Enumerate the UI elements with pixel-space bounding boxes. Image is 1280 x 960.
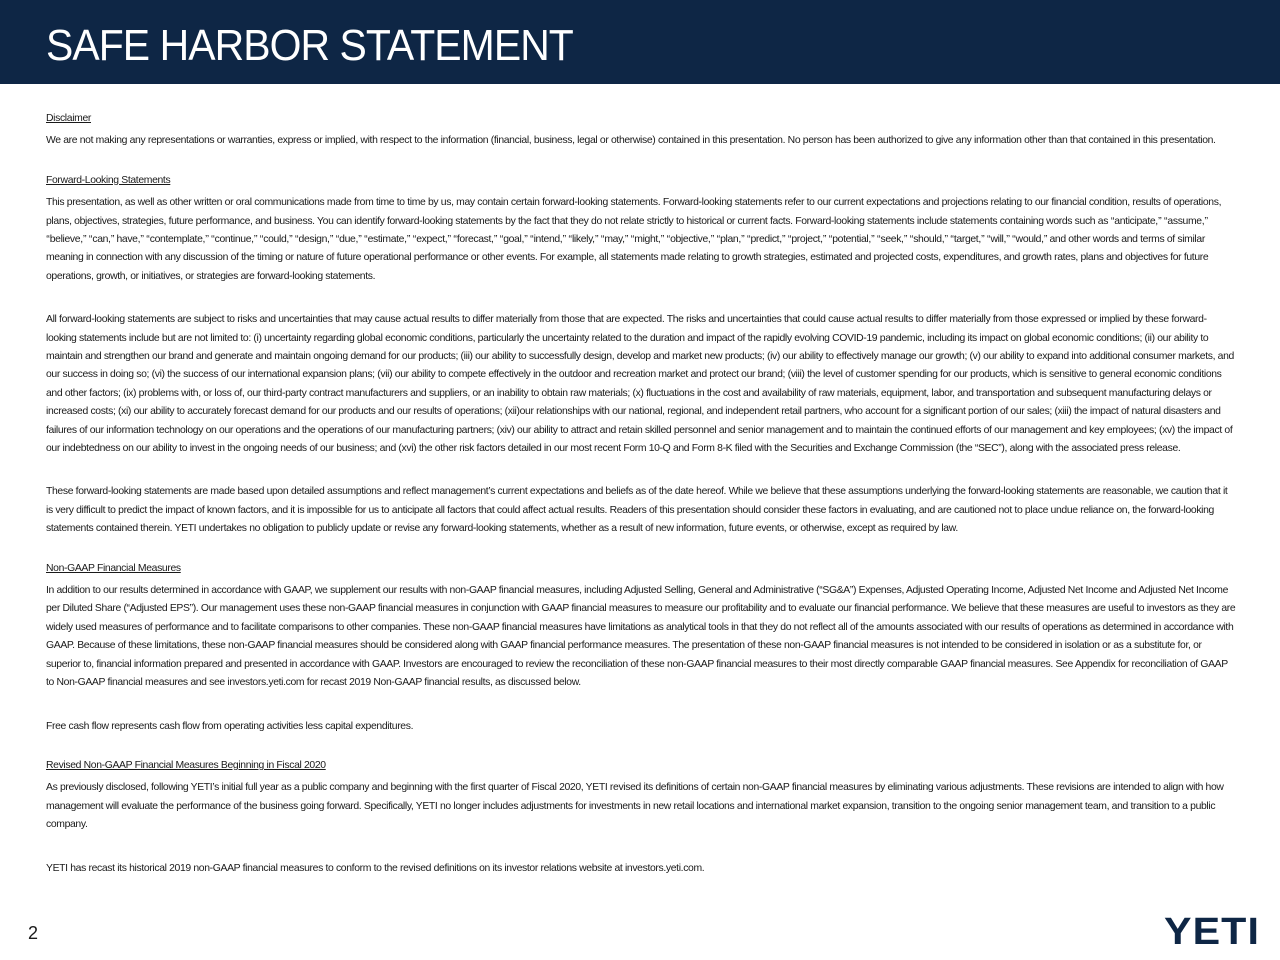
section-heading: Disclaimer — [46, 113, 91, 124]
spacer — [46, 539, 1236, 560]
page-title: SAFE HARBOR STATEMENT — [46, 21, 573, 70]
paragraph: YETI has recast its historical 2019 non-GAAP financial measures to conform to the revised definitions on its investor relations website at investors.yeti.com. — [46, 862, 705, 874]
section-heading: Revised Non-GAAP Financial Measures Beginning in Fiscal 2020 — [46, 759, 326, 771]
spacer — [46, 286, 1236, 307]
paragraph: All forward-looking statements are subject to risks and uncertainties that may cause actual results to differ materially from those that are expected. The risks and uncertainties that could cause actual results to differ materially from those expressed or implied by these forward-looking statements include but are not limited to: (i) uncertainty regarding global economic conditions, particularly the uncertainty related to the duration and impact of the rapidly evolving COVID-19 pandemic, including its impact on global economic conditions; (ii) our ability to maintain and strengthen our brand and generate and maintain ongoing demand for our products; (iii) our ability to successfully design, develop and market new products; (iv) our ability to effectively manage our growth; (v) our ability to expand into additional consumer markets, and our success in doing so; (vi) the success of our international expansion plans; (vii) our ability to compete effectively in the outdoor and recreation market and protect our brand; (viii) the level of customer spending for our products, which is sensitive to general economic conditions and other factors; (ix) problems with, or loss of, our third-party contract manufacturers and suppliers, or an inability to obtain raw materials; (x) fluctuations in the cost and availability of raw materials, equipment, labor, and transportation and subsequent manufacturing delays or increased costs; (xi) our ability to accurately forecast demand for our products and our results of operations; (xii)our relationships with our national, regional, and independent retail partners, who account for a significant portion of our sales; (xiii) the impact of natural disasters and failures of our information technology on our operations and the operations of our manufacturing partners; (xiv) our ability to attract and retain skilled personnel and senior management and to maintain the continued efforts of our management and key employees; (xv) the impact of our indebtedness on our ability to invest in the ongoing needs of our business; and (xvi) the other risk factors detailed in our most recent Form 10-Q and Form 8-K filed with the Securities and Exchange Commission (the “SEC”), along with the associated press release. — [46, 314, 1234, 455]
logo-wordmark: YETI — [1164, 911, 1260, 947]
paragraph: In addition to our results determined in accordance with GAAP, we supplement our results with non-GAAP financial measures, including Adjusted Selling, General and Administrative (“SG&A”) Expenses, Adjusted Operating Income, Adjusted Net Income and Adjusted Net Income per Diluted Share (“Adjusted EPS”). Our management uses these non-GAAP financial measures in conjunction with GAAP financial measures to measure our profitability and to evaluate our financial performance. We believe that these measures are useful to investors as they are widely used measures of performance and to facilitate comparisons to other companies. These non-GAAP financial measures have limitations as analytical tools in that they do not reflect all of the amounts associated with our results of operations as determined in accordance with GAAP. Because of these limitations, these non-GAAP financial measures should be considered along with GAAP financial performance measures. The presentation of these non-GAAP financial measures is not intended to be considered in isolation or as a substitute for, or superior to, financial information prepared and presented in accordance with GAAP. Investors are encouraged to review the reconciliation of these non-GAAP financial measures to their most directly comparable GAAP financial measures. See Appendix for reconciliation of GAAP to Non-GAAP financial measures and see investors.yeti.com for recast 2019 Non-GAAP financial results, as discussed below. — [46, 585, 1236, 689]
spacer — [46, 736, 1236, 757]
header-bar — [0, 0, 1280, 84]
section-revised-non-gaap — [46, 757, 1236, 878]
document-body — [46, 110, 1236, 878]
section-heading: Non-GAAP Financial Measures — [46, 562, 181, 574]
paragraph: These forward-looking statements are made based upon detailed assumptions and reflect management’s current expectations and beliefs as of the date hereof. While we believe that these assumptions underlying the forward-looking statements are reasonable, we caution that it is very difficult to predict the impact of known factors, and it is impossible for us to anticipate all factors that could affect actual results. Readers of this presentation should consider these factors in evaluating, and are cautioned not to place undue reliance on, the forward-looking statements contained therein. YETI undertakes no obligation to publicly update or revise any forward-looking statements, whether as a result of new information, future events, or otherwise, except as required by law. — [46, 486, 1228, 535]
paragraph: This presentation, as well as other written or oral communications made from time to time by us, may contain certain forward-looking statements. Forward-looking statements refer to our current expectations and projections relating to our financial condition, results of operations, plans, objectives, strategies, future performance, and business. You can identify forward-looking statements by the fact that they do not relate strictly to historical or current facts. Forward-looking statements include statements containing words such as ‘‘anticipate,’’ ‘‘assume,’’ ‘‘believe,’’ ‘‘can,’’ have,’’ ‘‘contemplate,’’ ‘‘continue,’’ ‘‘could,’’ ‘‘design,’’ ‘‘due,’’ ‘‘estimate,’’ ‘‘expect,’’ ‘‘forecast,’’ ‘‘goal,’’ ‘‘intend,’’ ‘‘likely,’’ ‘‘may,’’ ‘‘might,’’ ‘‘objective,’’ ‘‘plan,’’ ‘‘predict,’’ ‘‘project,’’ ‘‘potential,’’ ‘‘seek,’’ ‘‘should,’’ ‘‘target,’’ ‘‘will,’’ ‘‘would,’’ and other words and terms of similar meaning in connection with any discussion of the timing or nature of future operational performance or other events. For example, all statements made relating to growth strategies, estimated and projected costs, expenditures, and growth rates, plans and objectives for future operations, growth, or initiatives, or strategies are forward-looking statements. — [46, 197, 1222, 282]
section-non-gaap — [46, 560, 1236, 736]
section-disclaimer — [46, 110, 1236, 151]
paragraph: We are not making any representations or warranties, express or implied, with respect to the information (financial, business, legal or otherwise) contained in this presentation. No person has been authorized to give any information other than that contained in this presentation. — [46, 135, 1216, 147]
yeti-logo — [1162, 911, 1262, 947]
page-number: 2 — [28, 923, 39, 943]
section-heading: Forward-Looking Statements — [46, 174, 171, 186]
spacer — [46, 458, 1236, 479]
spacer — [46, 151, 1236, 172]
paragraph: As previously disclosed, following YETI’s initial full year as a public company and beginning with the first quarter of Fiscal 2020, YETI revised its definitions of certain non-GAAP financial measures by eliminating various adjustments. These revisions are intended to align with how management will evaluate the performance of the business going forward. Specifically, YETI no longer includes adjustments for investments in new retail locations and international market expansion, transition to the ongoing senior management team, and transition to a public company. — [46, 782, 1224, 831]
section-forward-looking — [46, 172, 1236, 539]
paragraph: Free cash flow represents cash flow from operating activities less capital expenditures. — [46, 720, 414, 732]
spacer — [46, 835, 1236, 856]
spacer — [46, 693, 1236, 714]
